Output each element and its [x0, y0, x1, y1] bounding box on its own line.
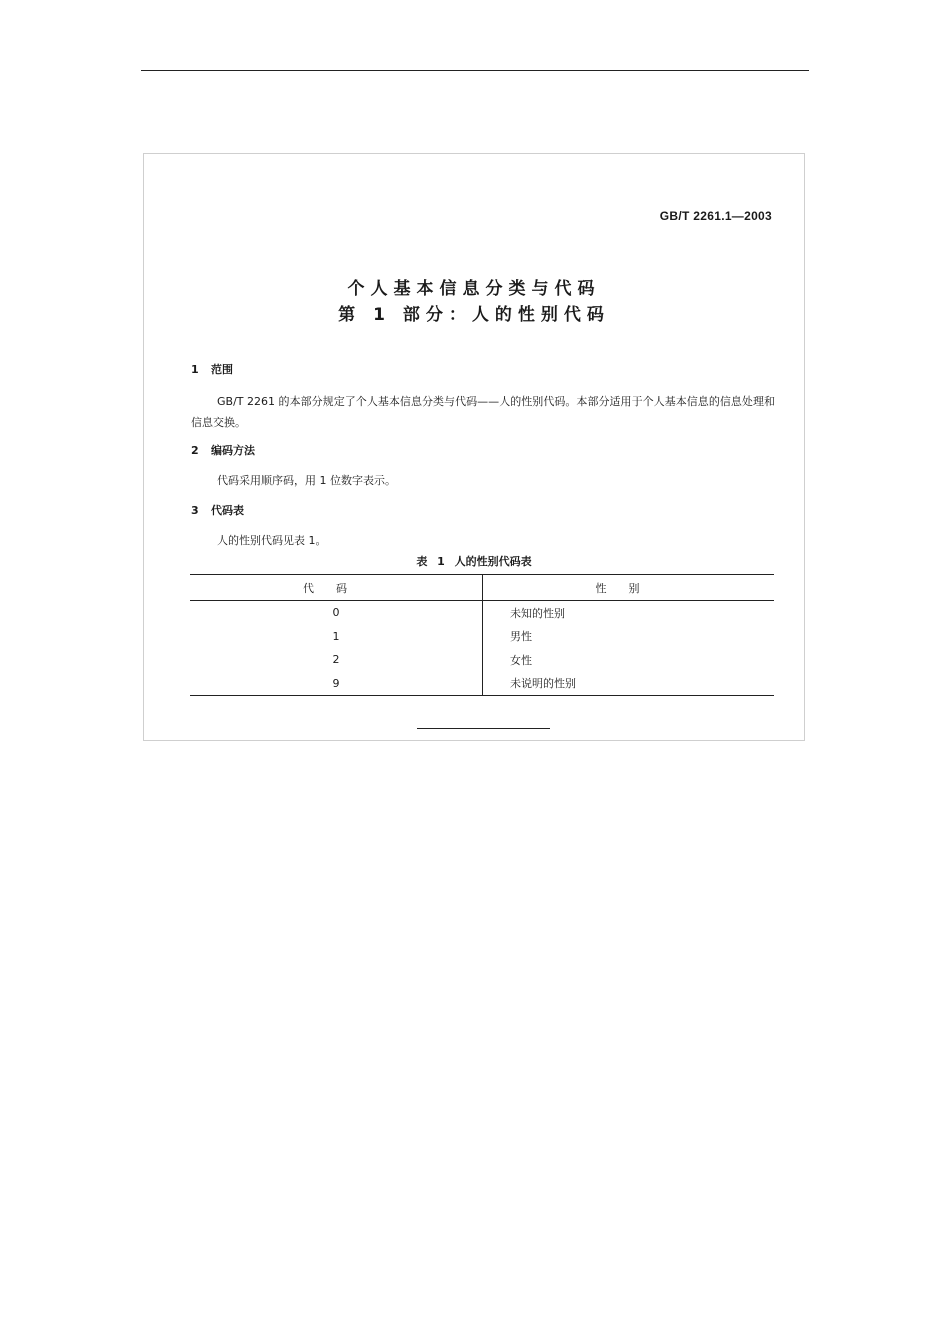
table-header-row — [190, 575, 774, 601]
table-row — [190, 601, 774, 625]
table-row — [190, 672, 774, 696]
section-text-code-table: 人的性别代码见表 1。 — [217, 534, 327, 547]
sex-cell: 男性 — [510, 630, 532, 644]
sex-cell: 女性 — [510, 653, 532, 667]
code-cell: 0 — [190, 601, 483, 625]
document-end-rule — [417, 728, 550, 729]
code-cell: 1 — [190, 625, 483, 649]
document-subtitle: 第 1 部分：人的性别代码 — [338, 305, 610, 325]
table-caption: 表 1 人的性别代码表 — [416, 555, 532, 568]
document-page-scan — [143, 153, 805, 741]
sex-cell: 未说明的性别 — [483, 672, 775, 696]
column-header-code: 代码 — [190, 575, 483, 601]
sex-code-table — [190, 574, 774, 696]
section-heading-scope — [191, 361, 233, 377]
section-title: 编码方法 — [211, 444, 255, 457]
section-text-scope: GB/T 2261 的本部分规定了个人基本信息分类与代码——人的性别代码。本部分适用于个人基本信息的信息处理和信息交换。 — [191, 395, 775, 429]
section-heading-coding-method — [191, 442, 255, 458]
table-row — [190, 625, 774, 649]
page-header-rule — [141, 70, 809, 71]
code-cell: 2 — [190, 648, 483, 672]
section-number: 3 — [191, 504, 199, 517]
code-cell: 9 — [190, 672, 483, 696]
sex-cell: 未知的性别 — [510, 606, 565, 620]
table-row — [190, 648, 774, 672]
standard-number: GB/T 2261.1—2003 — [659, 209, 772, 223]
section-title: 范围 — [211, 363, 233, 376]
section-heading-code-table — [191, 502, 244, 518]
column-header-sex: 性别 — [483, 575, 775, 601]
section-number: 1 — [191, 363, 199, 376]
document-title: 个人基本信息分类与代码 — [347, 279, 601, 299]
section-number: 2 — [191, 444, 199, 457]
section-text-coding-method: 代码采用顺序码，用 1 位数字表示。 — [217, 474, 396, 487]
section-title: 代码表 — [211, 504, 244, 517]
